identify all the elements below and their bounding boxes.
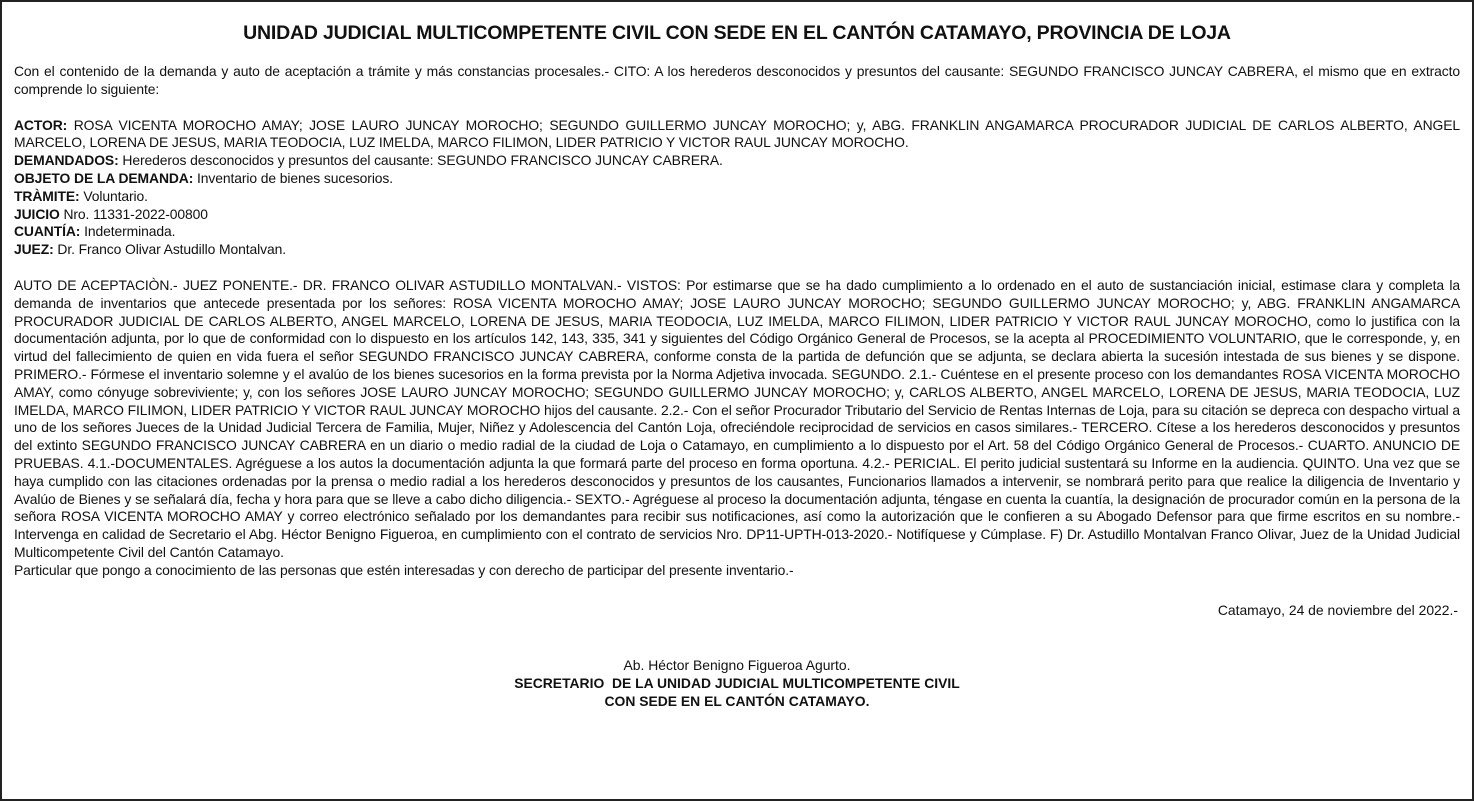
- document-date: Catamayo, 24 de noviembre del 2022.-: [1217, 601, 1458, 618]
- field-tramite: [14, 188, 1460, 206]
- field-juez: [14, 241, 1460, 259]
- field-actor-value: ROSA VICENTA MOROCHO AMAY; JOSE LAURO JUNCAY MOROCHO; SEGUNDO GUILLERMO JUNCAY MOROCHO; y, ABG. FRANKLIN ANGAMARCA PROCURADOR JUDICIAL DE CARLOS ALBERTO, ANGEL MARCELO, LORENA DE JESUS, MARIA TEODOCIA, LUZ IMELDA, MARCO FILIMON, LIDER PATRICIO Y VICTOR RAUL JUNCAY MOROCHO.: [14, 116, 1460, 151]
- document-title: UNIDAD JUDICIAL MULTICOMPETENTE CIVIL CON SEDE EN EL CANTÓN CATAMAYO, PROVINCIA DE LOJA: [243, 22, 1231, 44]
- field-actor: [14, 117, 1460, 153]
- field-demandados-value: Herederos desconocidos y presuntos del causante: SEGUNDO FRANCISCO JUNCAY CABRERA.: [118, 152, 723, 169]
- field-demandados-label: DEMANDADOS:: [14, 152, 119, 169]
- field-tramite-label: TRÀMITE:: [14, 187, 80, 204]
- field-juicio: [14, 206, 1460, 224]
- field-juez-label: JUEZ:: [14, 241, 54, 258]
- signature-title-line2: CON SEDE EN EL CANTÓN CATAMAYO.: [604, 692, 870, 709]
- intro-paragraph: Con el contenido de la demanda y auto de aceptación a trámite y más constancias procesales.- CITO: A los herederos desconocidos y presuntos del causante: SEGUNDO FRANCISCO JUNCAY CABRERA, el mismo que en extracto comprende lo siguiente:: [14, 63, 1460, 97]
- field-cuantia-value: Indeterminada.: [80, 223, 176, 240]
- field-tramite-value: Voluntario.: [79, 187, 148, 204]
- field-cuantia: [14, 223, 1460, 241]
- closing-paragraph: Particular que pongo a conocimiento de las personas que estén interesadas y con derecho de participar del presente inventario.-: [14, 561, 794, 578]
- field-juicio-label: JUICIO: [14, 205, 60, 222]
- signature-block: [14, 656, 1460, 710]
- field-objeto-value: Inventario de bienes sucesorios.: [193, 169, 394, 186]
- field-juez-value: Dr. Franco Olivar Astudillo Montalvan.: [53, 241, 286, 258]
- spacer: [14, 259, 1460, 277]
- signature-title-line1: SECRETARIO DE LA UNIDAD JUDICIAL MULTICOMPETENTE CIVIL: [514, 674, 960, 691]
- signature-name: Ab. Héctor Benigno Figueroa Agurto.: [623, 656, 851, 673]
- field-objeto-label: OBJETO DE LA DEMANDA:: [14, 169, 194, 186]
- case-details: [14, 117, 1460, 259]
- auto-paragraph: AUTO DE ACEPTACIÒN.- JUEZ PONENTE.- DR. FRANCO OLIVAR ASTUDILLO MONTALVAN.- VISTOS: Por estimarse que se ha dado cumplimiento a lo ordenado en el auto de sustanciación inicial, estimase clara y completa la demanda de inventarios que antecede presentada por los señores: ROSA VICENTA MOROCHO AMAY; JOSE LAURO JUNCAY MOROCHO; SEGUNDO GUILLERMO JUNCAY MOROCHO; y, ABG. FRANKLIN ANGAMARCA PROCURADOR JUDICIAL DE CARLOS ALBERTO, ANGEL MARCELO, LORENA DE JESUS, MARIA TEODOCIA, LUZ IMELDA, MARCO FILIMON, LIDER PATRICIO Y VICTOR RAUL JUNCAY MOROCHO, como lo justifica con la documentación adjunta, por lo que de conformidad con lo dispuesto en los artículos 142, 143, 335, 341 y siguientes del Código Orgánico General de Procesos, se la acepta al PROCEDIMIENTO VOLUNTARIO, que le corresponde, y, en virtud del fallecimiento de quien en vida fuera el señor SEGUNDO FRANCISCO JUNCAY CABRERA, conforme consta de la partida de defunción que se adjunta, se declara abierta la sucesión intestada de sus bienes y se dispone. PRIMERO.- Fórmese el inventario solemne y el avalúo de los bienes sucesorios en la forma prevista por la Norma Adjetiva invocada. SEGUNDO. 2.1.- Cuéntese en el presente proceso con los demandantes ROSA VICENTA MOROCHO AMAY, como cónyuge sobreviviente; y, con los señores JOSE LAURO JUNCAY MOROCHO; SEGUNDO GUILLERMO JUNCAY MOROCHO; y, CARLOS ALBERTO, ANGEL MARCELO, LORENA DE JESUS, MARIA TEODOCIA, LUZ IMELDA, MARCO FILIMON, LIDER PATRICIO Y VICTOR RAUL JUNCAY MOROCHO hijos del causante. 2.2.- Con el señor Procurador Tributario del Servicio de Rentas Internas de Loja, para su citación se depreca con despacho virtual a uno de los señores Jueces de la Unidad Judicial Tercera de Familia, Mujer, Niñez y Adolescencia del Cantón Loja, ofreciéndole reciprocidad de servicios en casos similares.- TERCERO. Cítese a los herederos desconocidos y presuntos del extinto SEGUNDO FRANCISCO JUNCAY CABRERA en un diario o medio radial de la ciudad de Loja o Catamayo, en cumplimiento a lo dispuesto por el Art. 58 del Código Orgánico General de Procesos.- CUARTO. ANUNCIO DE PRUEBAS. 4.1.-DOCUMENTALES. Agréguese a los autos la documentación adjunta la que formará parte del proceso en forma oportuna. 4.2.- PERICIAL. El perito judicial sustentará su Informe en la audiencia. QUINTO. Una vez que se haya cumplido con las citaciones ordenadas por la prensa o medio radial a los herederos desconocidos y presuntos de los causantes, Funcionarios llamados a intervenir, se nombrará perito para que realice la diligencia de Inventario y Avalúo de Bienes y se señalará día, fecha y hora para que se lleve a cabo dicho diligencia.- SEXTO.- Agréguese al proceso la documentación adjunta, téngase en cuenta la cuantía, la designación de procurador común en la persona de la señora ROSA VICENTA MOROCHO AMAY y correo electrónico señalado por los demandantes para recibir sus notificaciones, así como la autorización que le confieren a su Abogado Defensor para que firme escritos en su nombre.- Intervenga en calidad de Secretario el Abg. Héctor Benigno Figueroa, en cumplimiento con el contrato de servicios Nro. DP11-UPTH-013-2020.- Notifíquese y Cúmplase. F) Dr. Astudillo Montalvan Franco Olivar, Juez de la Unidad Judicial Multicompetente Civil del Cantón Catamayo.: [14, 276, 1460, 560]
- field-juicio-value: Nro. 11331-2022-00800: [59, 205, 208, 222]
- field-objeto: [14, 170, 1460, 188]
- spacer: [14, 99, 1460, 117]
- field-demandados: [14, 152, 1460, 170]
- field-cuantia-label: CUANTÍA:: [14, 223, 81, 240]
- field-actor-label: ACTOR:: [14, 116, 68, 133]
